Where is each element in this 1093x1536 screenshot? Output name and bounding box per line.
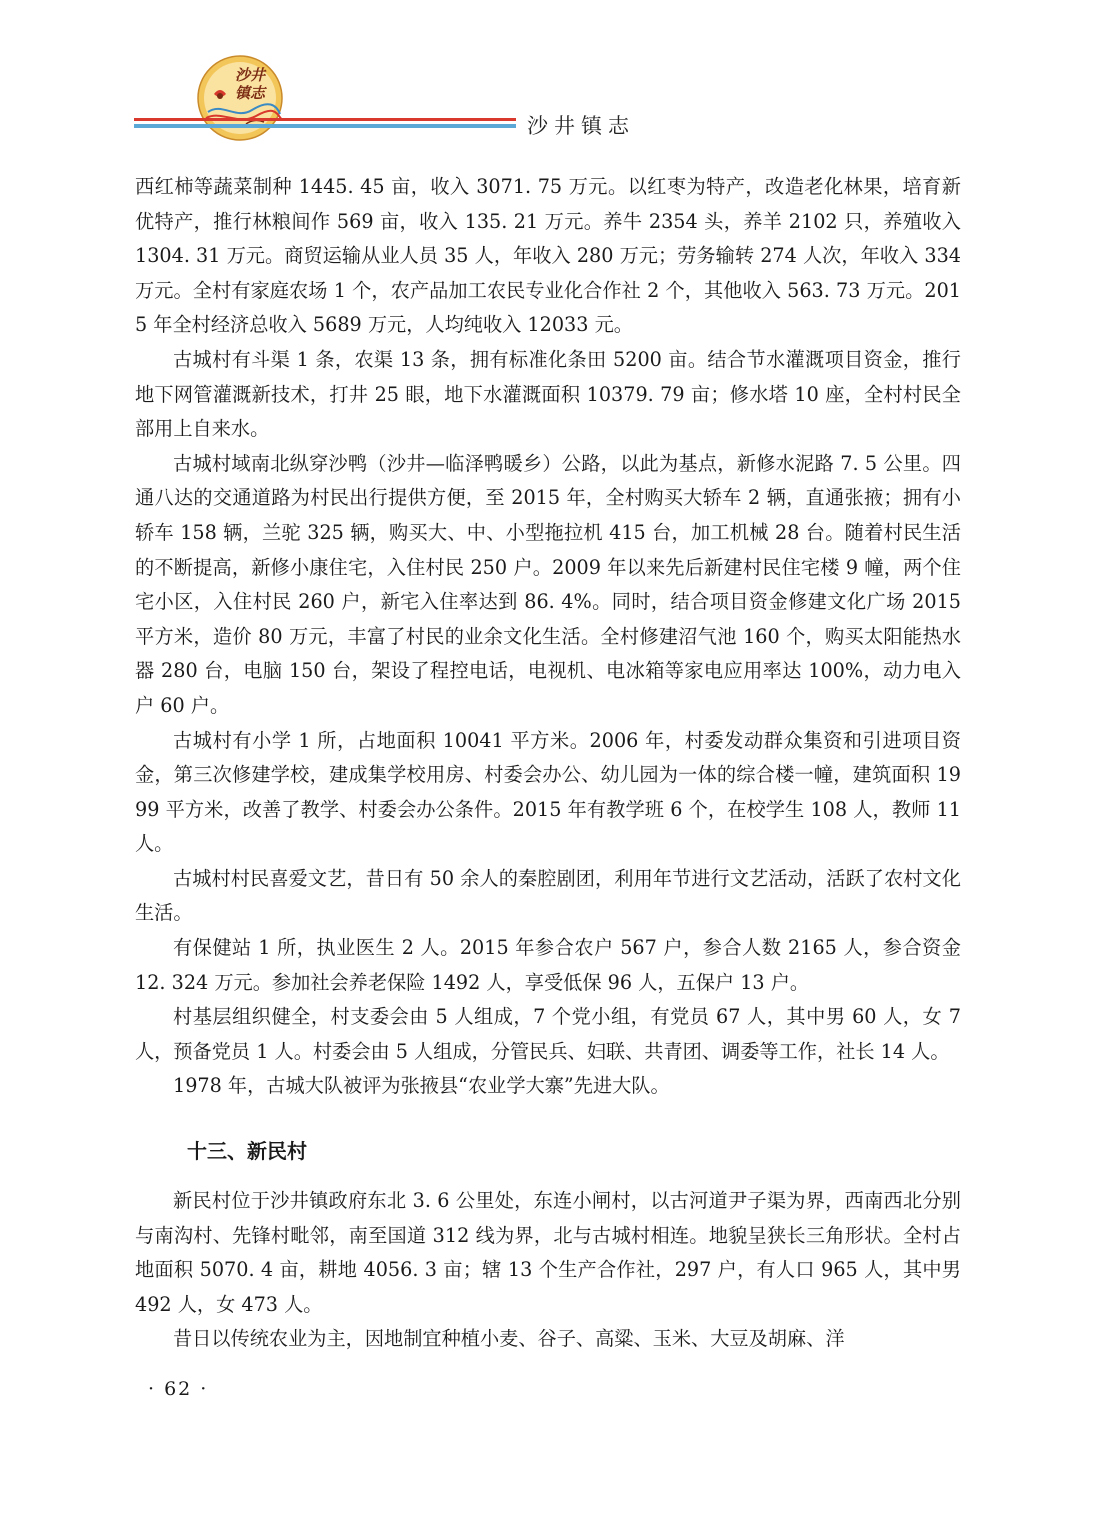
paragraph: 古城村村民喜爱文艺，昔日有 50 余人的秦腔剧团，利用年节进行文艺活动，活跃了农村文化生活。 bbox=[135, 866, 961, 925]
paragraph: 西红柿等蔬菜制种 1445. 45 亩，收入 3071. 75 万元。以红枣为特产，改造老化林果，培育新优特产，推行林粮间作 569 亩，收入 135. 21 万元。养牛 2354 头，养羊 2102 只，养殖收入 1304. 31 万元。商贸运输从业人员 35 人，年收入 280 万元；劳务输转 274 人次，年收入 334 万元。全村有家庭农场 1 个，农产品加工农民专业化合作社 2 个，其他收入 563. 73 万元。2015 年全村经济总收入 5689 万元，人均纯收入 12033 元。 bbox=[135, 175, 961, 337]
paragraph: 新民村位于沙井镇政府东北 3. 6 公里处，东连小闸村，以古河道尹子渠为界，西南西北分别与南沟村、先锋村毗邻，南至国道 312 线为界，北与古城村相连。地貌呈狭长三角形状。全村占地面积 5070. 4 亩，耕地 4056. 3 亩；辖 13 个生产合作社，297 户，有人口 965 人，其中男 492 人，女 473 人。 bbox=[135, 1189, 961, 1316]
paragraph: 古城村域南北纵穿沙鸭（沙井—临泽鸭暖乡）公路，以此为基点，新修水泥路 7. 5 公里。四通八达的交通道路为村民出行提供方便，至 2015 年，全村购买大轿车 2 辆，直通张掖；拥有小轿车 158 辆，兰驼 325 辆，购买大、中、小型拖拉机 415 台，加工机械 28 台。随着村民生活的不断提高，新修小康住宅，入住村民 250 户。2009 年以来先后新建村民住宅楼 9 幢，两个住宅小区，入住村民 260 户，新宅入住率达到 86. 4%。同时，结合项目资金修建文化广场 2015 平方米，造价 80 万元，丰富了村民的业余文化生活。全村修建沼气池 160 个，购买太阳能热水器 280 台，电脑 150 台，架设了程控电话，电视机、电冰箱等家电应用率达 100%，动力电入户 60 户。 bbox=[135, 451, 961, 717]
header-rule bbox=[134, 118, 516, 128]
running-title: 沙井镇志 bbox=[527, 114, 635, 138]
section-heading: 十三、新民村 bbox=[187, 1139, 307, 1164]
page-body bbox=[135, 170, 961, 1357]
paragraph: 有保健站 1 所，执业医生 2 人。2015 年参合农户 567 户，参合人数 2165 人，参合资金 12. 324 万元。参加社会养老保险 1492 人，享受低保 96 人，五保户 13 户。 bbox=[135, 936, 961, 994]
page-header bbox=[0, 0, 1093, 150]
paragraph: 古城村有小学 1 所，占地面积 10041 平方米。2006 年，村委发动群众集资和引进项目资金，第三次修建学校，建成集学校用房、村委会办公、幼儿园为一体的综合楼一幢，建筑面积 1999 平方米，改善了教学、村委会办公条件。2015 年有教学班 6 个，在校学生 108 人，教师 11 人。 bbox=[135, 728, 961, 856]
paragraph: 村基层组织健全，村支委会由 5 人组成，7 个党小组，有党员 67 人，其中男 60 人，女 7 人，预备党员 1 人。村委会由 5 人组成，分管民兵、妇联、共青团、调委等工作，社长 14 人。 bbox=[135, 1005, 961, 1063]
header-rule-blue bbox=[134, 124, 516, 128]
paragraph: 古城村有斗渠 1 条，农渠 13 条，拥有标准化条田 5200 亩。结合节水灌溉项目资金，推行地下网管灌溉新技术，打井 25 眼，地下水灌溉面积 10379. 79 亩；修水塔 10 座，全村村民全部用上自来水。 bbox=[135, 347, 961, 441]
page-number: · 62 · bbox=[148, 1378, 209, 1400]
paragraph: 昔日以传统农业为主，因地制宜种植小麦、谷子、高粱、玉米、大豆及胡麻、洋 bbox=[173, 1327, 845, 1351]
paragraph: 1978 年，古城大队被评为张掖县“农业学大寨”先进大队。 bbox=[173, 1074, 670, 1098]
logo-title: 沙井 镇志 bbox=[234, 66, 265, 102]
